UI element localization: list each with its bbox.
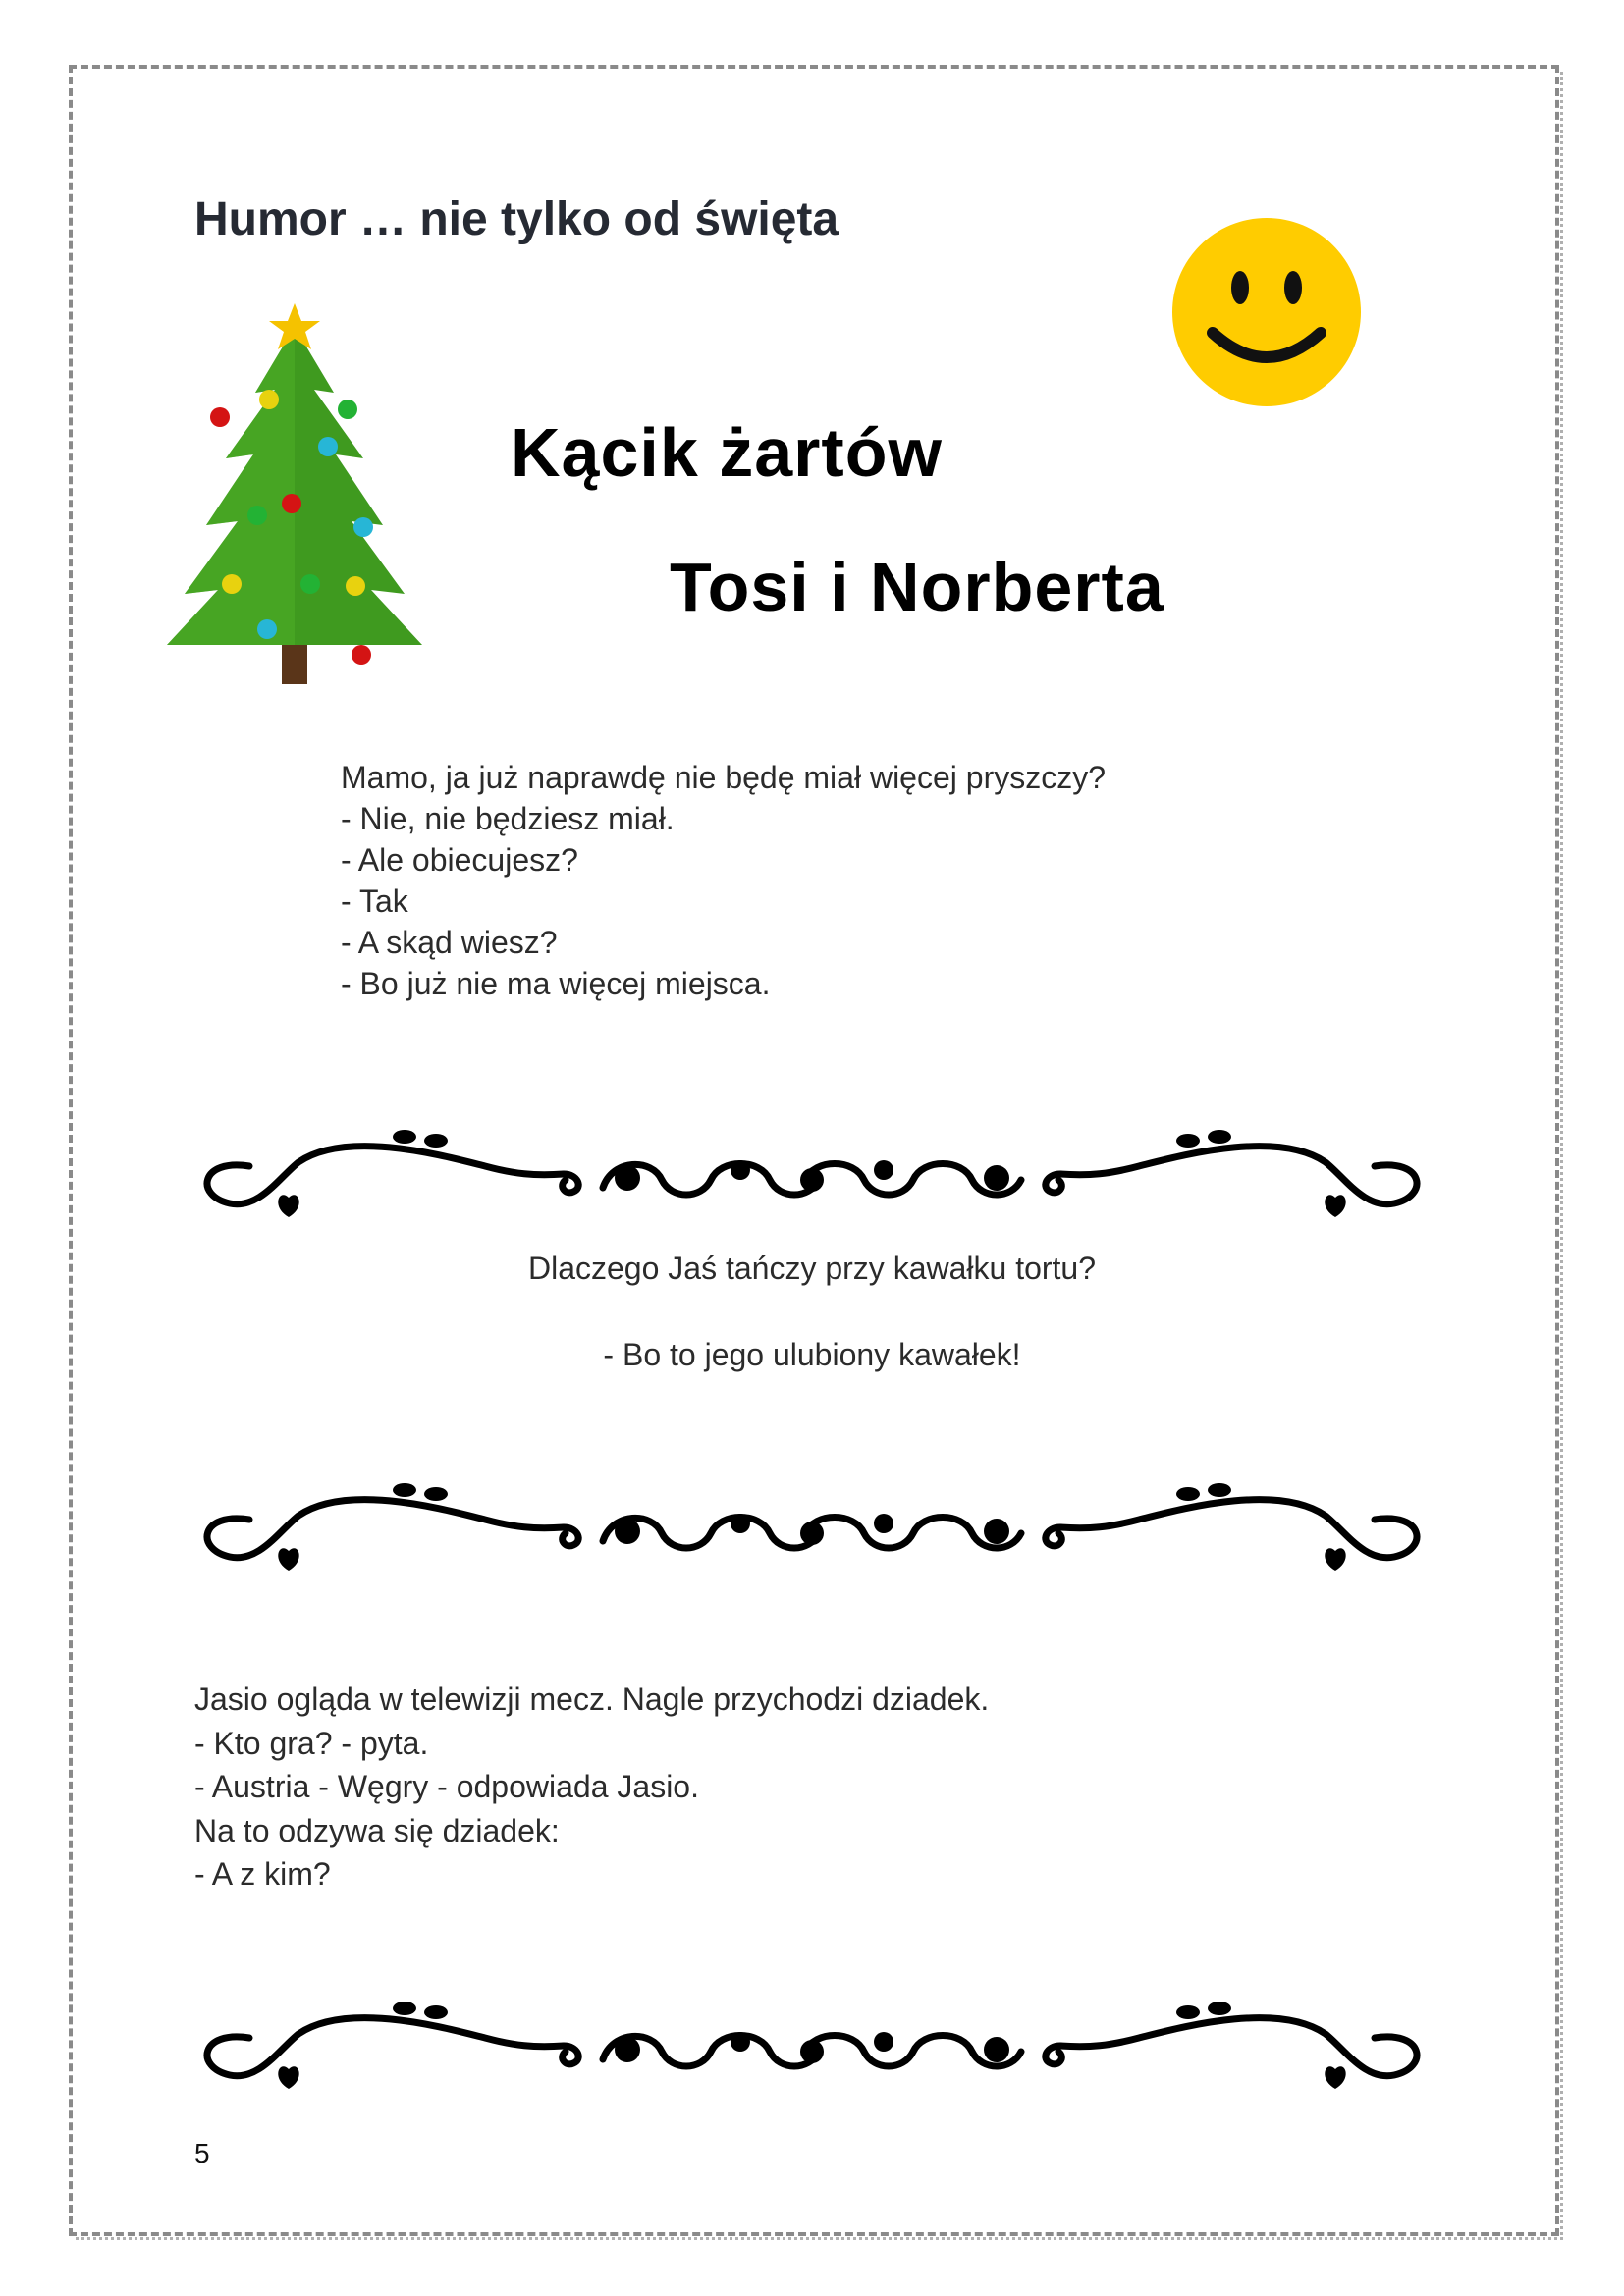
headline-line-1: Kącik żartów bbox=[511, 414, 943, 491]
joke-line: Dlaczego Jaś tańczy przy kawałku tortu? bbox=[527, 1251, 1097, 1286]
joke-line: - A skąd wiesz? bbox=[341, 925, 558, 960]
ornamental-divider bbox=[190, 1119, 1434, 1227]
headline-line-2: Tosi i Norberta bbox=[670, 549, 1164, 625]
joke-line: - Austria - Węgry - odpowiada Jasio. bbox=[194, 1769, 699, 1804]
joke-line: - Bo już nie ma więcej miejsca. bbox=[341, 966, 771, 1001]
joke-3 bbox=[194, 1678, 989, 1896]
joke-line: - Nie, nie będziesz miał. bbox=[341, 801, 675, 836]
ornamental-divider bbox=[190, 1991, 1434, 2099]
joke-line: - Tak bbox=[341, 883, 408, 919]
joke-2 bbox=[324, 1247, 1300, 1376]
joke-line: Na to odzywa się dziadek: bbox=[194, 1812, 560, 1848]
christmas-tree-icon bbox=[167, 299, 422, 684]
joke-line: Mamo, ja już naprawdę nie będę miał więcej pryszczy? bbox=[341, 760, 1107, 795]
smiley-face-icon bbox=[1171, 217, 1362, 407]
joke-line: Jasio ogląda w telewizji mecz. Nagle przychodzi dziadek. bbox=[194, 1682, 990, 1717]
section-title: Humor … nie tylko od święta bbox=[194, 193, 839, 245]
joke-line: - A z kim? bbox=[194, 1856, 331, 1892]
joke-line: - Kto gra? - pyta. bbox=[194, 1725, 429, 1761]
page-number: 5 bbox=[194, 2138, 210, 2168]
ornamental-divider bbox=[190, 1472, 1434, 1580]
joke-line: - Bo to jego ulubiony kawałek! bbox=[603, 1337, 1021, 1372]
joke-1 bbox=[341, 757, 1106, 1004]
joke-line: - Ale obiecujesz? bbox=[341, 842, 578, 878]
